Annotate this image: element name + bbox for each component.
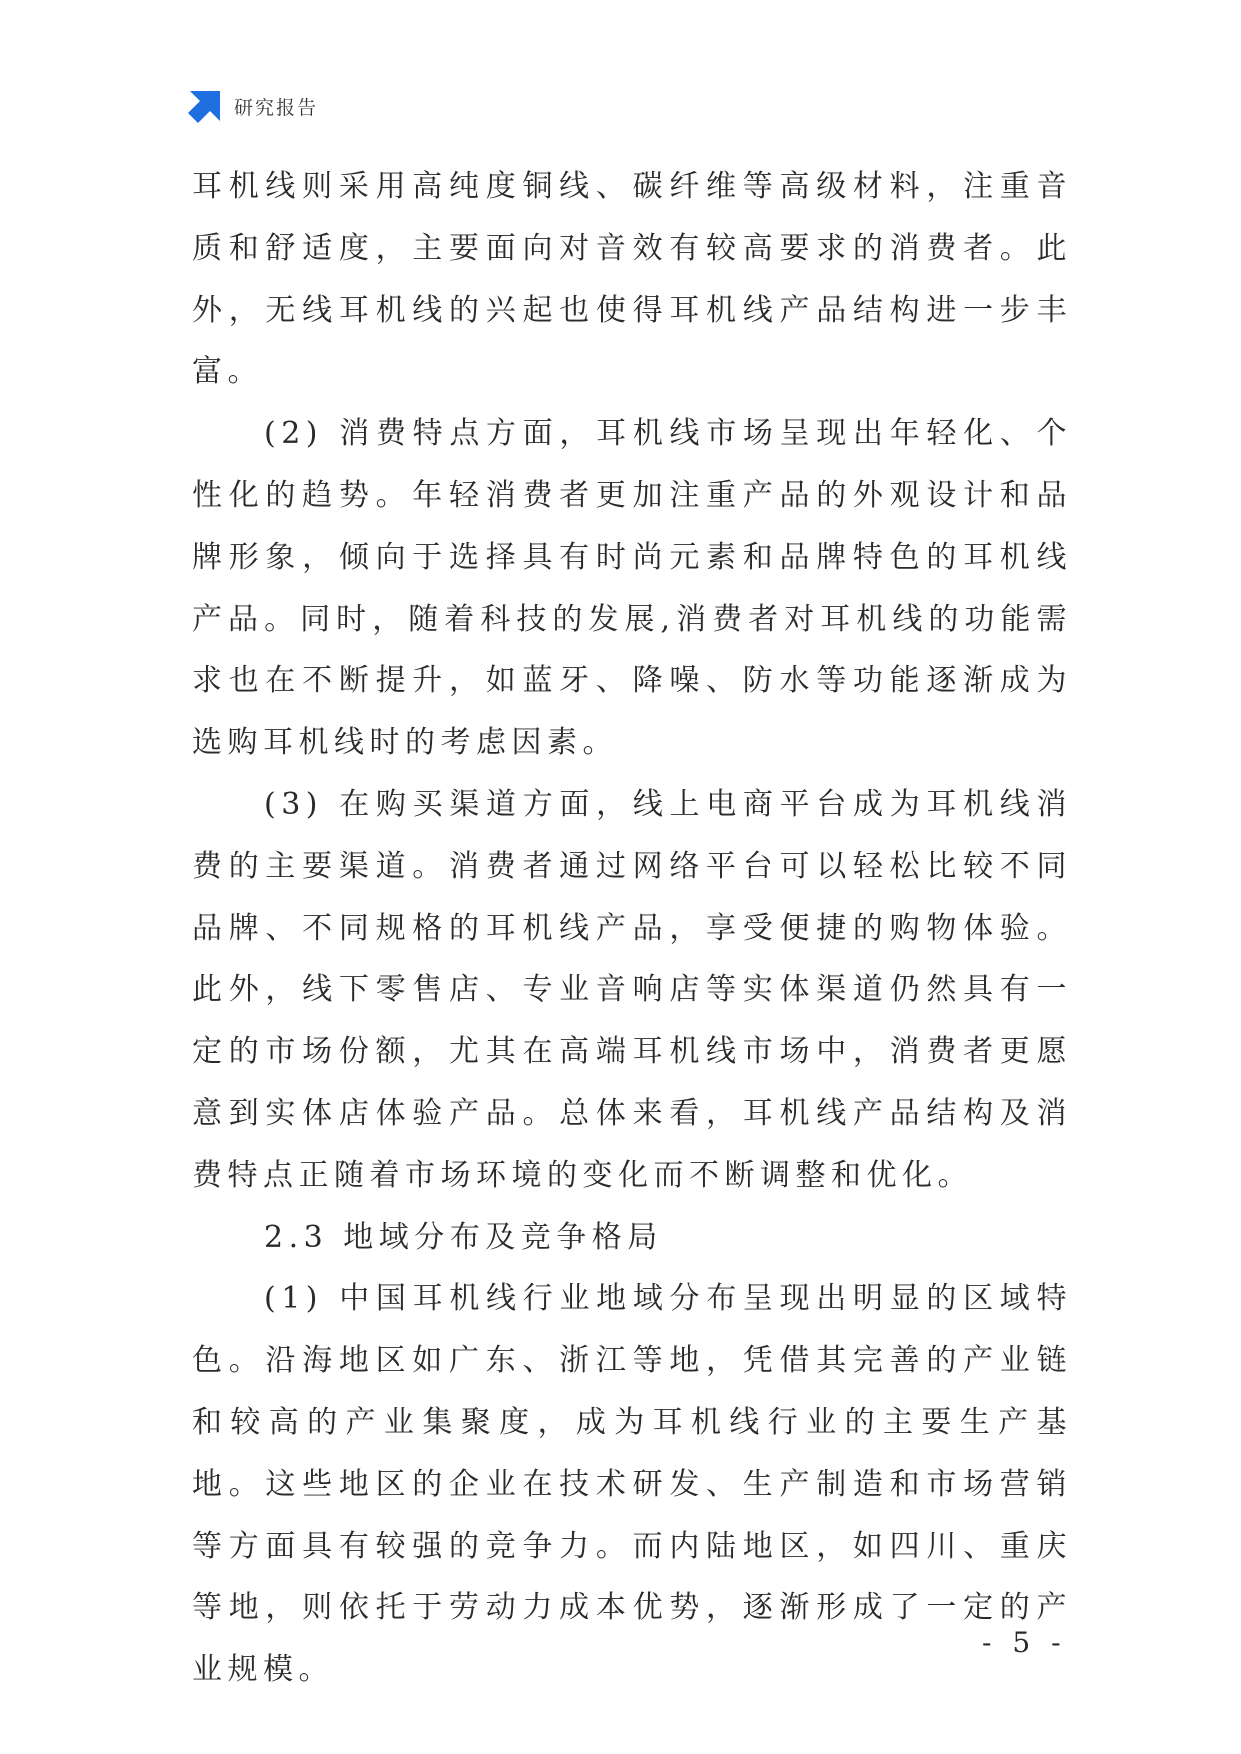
- header-title: 研究报告: [234, 96, 319, 119]
- document-body: [192, 156, 1072, 1701]
- arrow-up-right-icon: [188, 89, 222, 123]
- section-heading: 2.3 地域分布及竞争格局: [264, 1219, 663, 1255]
- page-number: - 5 -: [982, 1626, 1067, 1659]
- report-header: [188, 88, 318, 124]
- paragraph-regional-distribution: (1) 中国耳机线行业地域分布呈现出明显的区域特色。沿海地区如广东、浙江等地，凭借其完善的产业链和较高的产业集聚度，成为耳机线行业的主要生产基地。这些地区的企业在技术研发、生产制造和市场营销等方面具有较强的竞争力。而内陆地区，如四川、重庆等地，则依托于劳动力成本优势，逐渐形成了一定的产业规模。: [192, 1281, 1072, 1688]
- paragraph-purchase-channels: (3) 在购买渠道方面，线上电商平台成为耳机线消费的主要渠道。消费者通过网络平台可以轻松比较不同品牌、不同规格的耳机线产品，享受便捷的购物体验。此外，线下零售店、专业音响店等实体渠道仍然具有一定的市场份额，尤其在高端耳机线市场中，消费者更愿意到实体店体验产品。总体来看，耳机线产品结构及消费特点正随着市场环境的变化而不断调整和优化。: [192, 786, 1072, 1193]
- paragraph-continuation: 耳机线则采用高纯度铜线、碳纤维等高级材料，注重音质和舒适度，主要面向对音效有较高要求的消费者。此外，无线耳机线的兴起也使得耳机线产品结构进一步丰富。: [192, 169, 1072, 390]
- paragraph-consumption-features: (2) 消费特点方面，耳机线市场呈现出年轻化、个性化的趋势。年轻消费者更加注重产品的外观设计和品牌形象，倾向于选择具有时尚元素和品牌特色的耳机线产品。同时，随着科技的发展,消费者对耳机线的功能需求也在不断提升，如蓝牙、降噪、防水等功能逐渐成为选购耳机线时的考虑因素。: [192, 416, 1072, 761]
